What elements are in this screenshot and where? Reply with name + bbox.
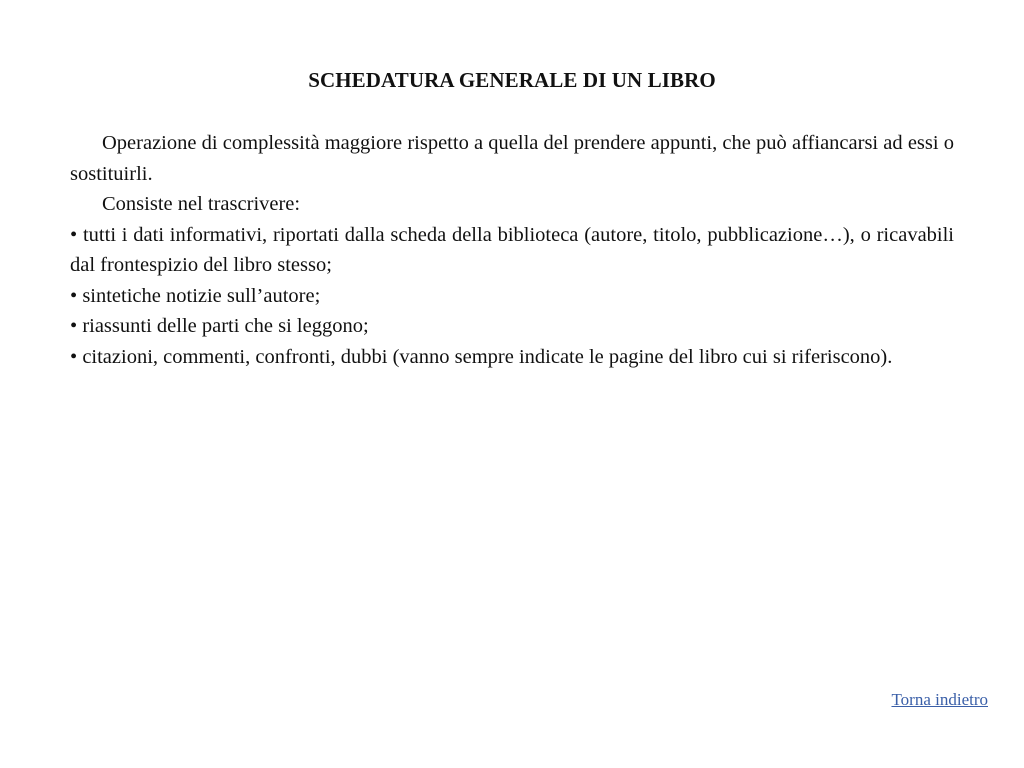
bullet-text: citazioni, commenti, confronti, dubbi (vanno sempre indicate le pagine del libro cui si riferiscono). [82, 345, 893, 368]
bullet-text: sintetiche notizie sull’autore; [82, 284, 321, 307]
bullet-item [70, 342, 954, 373]
consists-paragraph: Consiste nel trascrivere: [102, 193, 301, 215]
back-link[interactable]: Torna indietro [891, 690, 988, 709]
bullet-text: riassunti delle parti che si leggono; [82, 315, 369, 337]
bullet-item [70, 220, 954, 281]
bullet-item [70, 311, 954, 342]
intro-paragraph: Operazione di complessità maggiore rispetto a quella del prendere appunti, che può affiancarsi ad essi o sostituirli. [70, 132, 954, 185]
slide-body [70, 128, 954, 372]
bullet-mark: • [70, 284, 78, 307]
bullet-text: tutti i dati informativi, riportati dalla scheda della biblioteca (autore, titolo, pubblicazione…), o ricavabili dal frontespizio del libro stesso; [70, 223, 955, 276]
bullet-mark: • [70, 223, 78, 246]
slide-title: SCHEDATURA GENERALE DI UN LIBRO [308, 68, 716, 92]
bullet-mark: • [70, 345, 78, 368]
bullet-item [70, 281, 954, 312]
bullet-mark: • [70, 315, 78, 337]
